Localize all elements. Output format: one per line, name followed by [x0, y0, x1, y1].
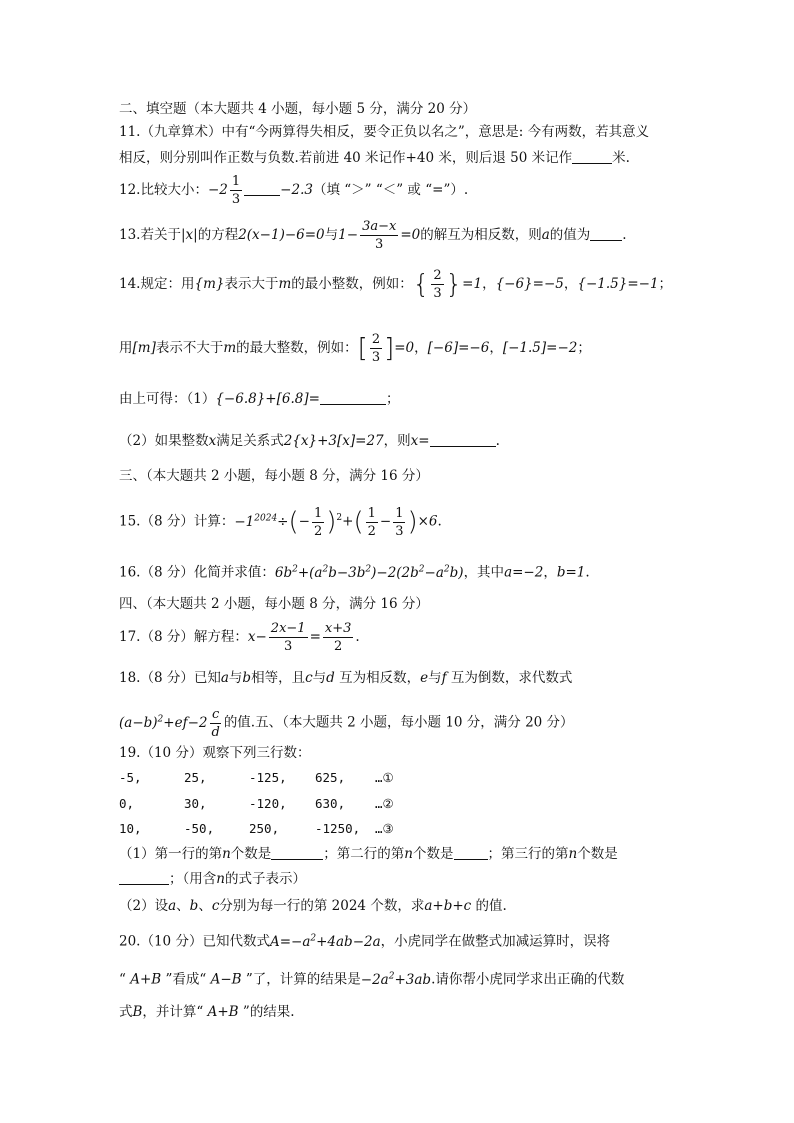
- row3-cell: 250,: [249, 821, 280, 836]
- row3-cell: -1250,: [315, 821, 361, 836]
- fraction: $\frac{2}{3}$: [371, 332, 381, 365]
- answer-blank[interactable]: [119, 870, 169, 885]
- row2-cell: -120,: [249, 796, 287, 811]
- answer-blank[interactable]: [430, 432, 496, 447]
- q18-line2: $(a-b)^2+ef-2$ $\frac{c}{d}$ 的值.五、（本大题共 2 小题，每小题 10 分，满分 20 分）: [119, 706, 574, 740]
- fraction: $\frac{3a-x}{3}$: [362, 219, 397, 252]
- section-4-heading: 四、（本大题共 2 小题，每小题 8 分，满分 16 分）: [119, 596, 429, 612]
- row1-cell: 25,: [184, 770, 207, 785]
- row1-cell: -5,: [119, 770, 142, 785]
- row3-cell: 10,: [119, 821, 142, 836]
- q14-part2: （2）如果整数x满足关系式2{x}+3[x]=27，则x= .: [119, 433, 500, 449]
- answer-blank[interactable]: [244, 181, 280, 196]
- q12: 12.比较大小：−2 $\frac{1}{3}$ −2.3（填 “＞” “＜” 或 “=”）.: [119, 174, 469, 207]
- row1-cell: -125,: [249, 770, 287, 785]
- q11-line2: 相反，则分别叫作正数与负数.若前进 40 米记作+40 米，则后退 50 米记作 米.: [119, 150, 630, 166]
- fraction: $\frac{1}{3}$: [395, 505, 404, 539]
- fraction: $\frac{x+3}{2}$: [324, 621, 352, 654]
- answer-blank[interactable]: [320, 390, 386, 405]
- q14-line1: 14.规定：用{m}表示大于m的最小整数，例如：{ $\frac{2}{3}$ }=1，{−6}=−5，{−1.5}=−1；: [119, 268, 673, 301]
- q17: 17.（8 分）解方程：x− $\frac{2x-1}{3}$ = $\frac{x+3}{2}$ .: [119, 621, 360, 654]
- row3-cell: -50,: [184, 821, 215, 836]
- row2-cell: 630,: [315, 796, 346, 811]
- row2-cell: …②: [375, 796, 394, 811]
- q15: 15.（8 分）计算：$-1^{2024}\div(-$ $\frac{1}{2}$ )$^2$+( $\frac{1}{2}$ − $\frac{1}{3}$ )×6.: [119, 505, 442, 539]
- q16: 16.（8 分）化简并求值：$6b^2+(a^2b-3b^2)-2(2b^2-a^2b)$，其中a=−2，b=1.: [119, 564, 590, 581]
- q20-line2: “ A+B ”看成“ A−B ”了，计算的结果是$-2a^2+3ab$.请你帮小虎同学求出正确的代数: [119, 971, 625, 988]
- q19-stem: 19.（10 分）观察下列三行数：: [119, 745, 311, 761]
- row1-cell: …①: [375, 770, 394, 785]
- answer-blank[interactable]: [590, 226, 622, 241]
- section-2-heading: 二、填空题（本大题共 4 小题，每小题 5 分，满分 20 分）: [119, 101, 477, 117]
- q13: 13.若关于|x|的方程2(x−1)−6=0与1− $\frac{3a-x}{3}$ =0的解互为相反数，则a的值为 .: [119, 219, 627, 252]
- q20-line3: 式B，并计算“ A+B ”的结果.: [119, 1004, 295, 1020]
- row3-cell: …③: [375, 821, 394, 836]
- answer-blank[interactable]: [271, 845, 323, 860]
- section-3-heading: 三、（本大题共 2 小题，每小题 8 分，满分 16 分）: [119, 468, 429, 484]
- q14-line2: 用[m]表示不大于m的最大整数，例如：[ $\frac{2}{3}$ ]=0，[−6]=−6，[−1.5]=−2；: [119, 332, 591, 365]
- fraction: $\frac{1}{2}$: [367, 505, 376, 539]
- q14-part1: 由上可得：（1）{−6.8}+[6.8]= ；: [119, 391, 400, 407]
- q18-line1: 18.（8 分）已知a与b相等，且c与d 互为相反数，e与f 互为倒数，求代数式: [119, 670, 573, 686]
- fraction: $\frac{2}{3}$: [433, 268, 442, 301]
- fraction: $\frac{c}{d}$: [211, 706, 220, 740]
- fraction: $\frac{1}{2}$: [313, 505, 323, 539]
- answer-blank[interactable]: [454, 845, 488, 860]
- row1-cell: 625,: [315, 770, 346, 785]
- q11-line1: 11.（九章算术）中有“今两算得失相反，要令正负以名之”，意思是: 今有两数，若其意义: [119, 124, 650, 140]
- row2-cell: 30,: [184, 796, 207, 811]
- fraction: $\frac{2x-1}{3}$: [270, 621, 306, 654]
- q20-line1: 20.（10 分）已知代数式$A=-a^2+4ab-2a$，小虎同学在做整式加减运算时，误将: [119, 933, 611, 950]
- q19-part1-line2: ；（用含n的式子表示）: [119, 869, 306, 889]
- answer-blank[interactable]: [572, 149, 612, 164]
- fraction: $\frac{1}{3}$: [231, 174, 241, 207]
- q19-part1-line1: （1）第一行的第n个数是 ；第二行的第n个数是 ；第三行的第n个数是: [119, 846, 618, 862]
- q19-part2: （2）设a、b、c分别为每一行的第 2024 个数，求a+b+c 的值.: [119, 898, 507, 914]
- row2-cell: 0,: [119, 796, 135, 811]
